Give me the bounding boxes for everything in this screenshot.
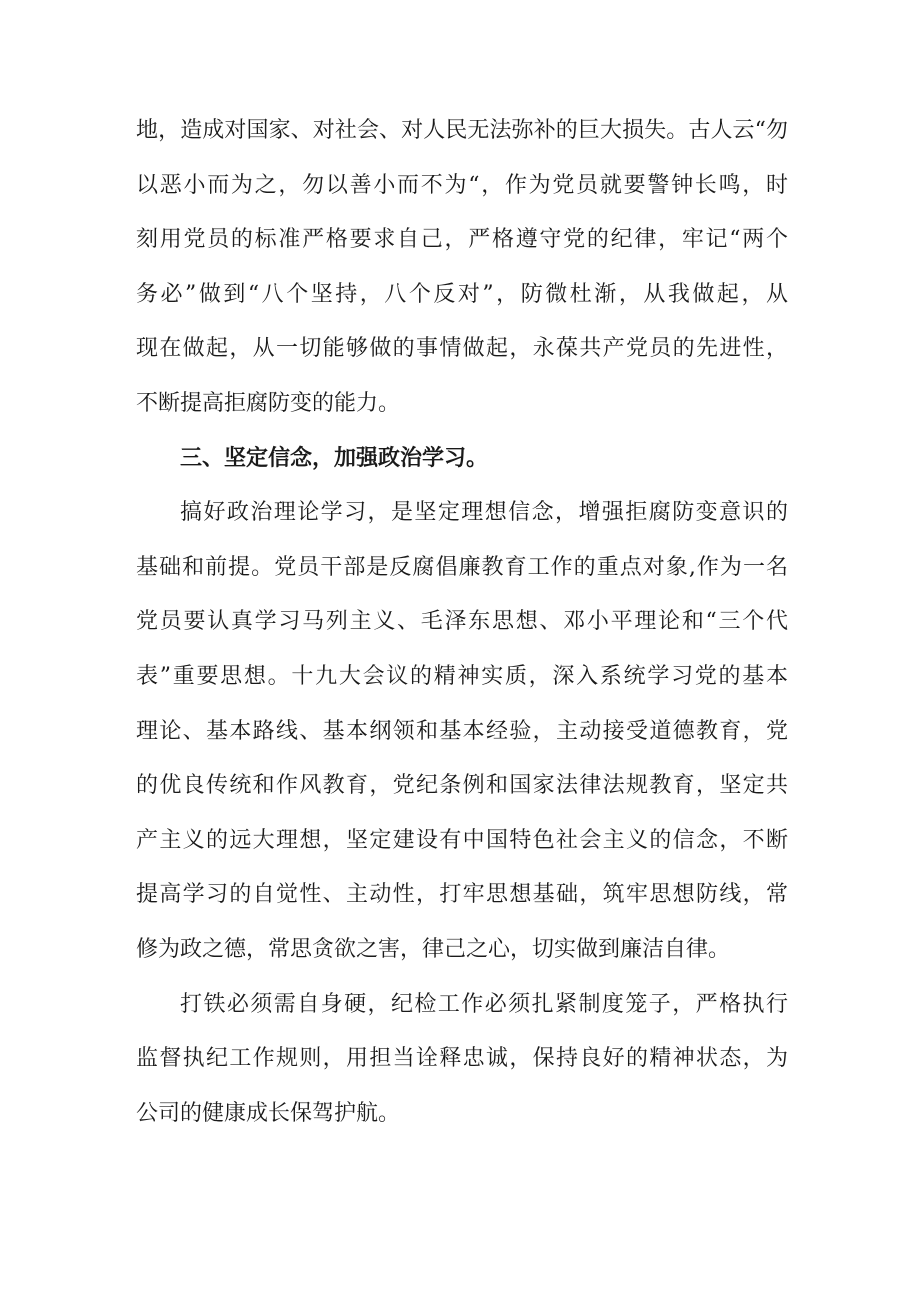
paragraph-line: 现在做起，从一切能够做的事情做起，永葆共产党员的先进性， bbox=[136, 336, 788, 362]
paragraph-continuation bbox=[136, 104, 788, 432]
paragraph-line: 产主义的远大理想，坚定建设有中国特色社会主义的信念，不断 bbox=[136, 827, 788, 853]
paragraph-line: 监督执纪工作规则，用担当诠释忠诚，保持良好的精神状态，为 bbox=[136, 1046, 788, 1072]
paragraph-line: 公司的健康成长保驾护航。 bbox=[136, 1100, 401, 1126]
paragraph-line: 提高学习的自觉性、主动性，打牢思想基础，筑牢思想防线，常 bbox=[136, 882, 788, 908]
paragraph-line: 修为政之德，常思贪欲之害，律己之心，切实做到廉洁自律。 bbox=[136, 936, 731, 962]
paragraph-line: 表”重要思想。十九大会议的精神实质，深入系统学习党的基本 bbox=[136, 663, 788, 689]
paragraph-line: 基础和前提。党员干部是反腐倡廉教育工作的重点对象,作为一名 bbox=[136, 554, 788, 580]
paragraph-line: 搞好政治理论学习，是坚定理想信念，增强拒腐防变意识的 bbox=[180, 500, 788, 526]
paragraph-line: 的优良传统和作风教育，党纪条例和国家法律法规教育，坚定共 bbox=[136, 773, 788, 799]
section-paragraph-study bbox=[136, 486, 788, 977]
paragraph-line: 刻用党员的标准严格要求自己，严格遵守党的纪律，牢记“两个 bbox=[136, 227, 788, 253]
paragraph-line: 务必”做到“八个坚持，八个反对”，防微杜渐，从我做起，从 bbox=[136, 281, 788, 307]
paragraph-line: 打铁必须需自身硬，纪检工作必须扎紧制度笼子，严格执行 bbox=[180, 991, 788, 1017]
paragraph-line: 以恶小而为之，勿以善小而不为“，作为党员就要警钟长鸣，时 bbox=[136, 172, 788, 198]
paragraph-line: 理论、基本路线、基本纲领和基本经验，主动接受道德教育，党 bbox=[136, 718, 788, 744]
paragraph-line: 党员要认真学习马列主义、毛泽东思想、邓小平理论和“三个代 bbox=[136, 609, 788, 635]
paragraph-line: 不断提高拒腐防变的能力。 bbox=[136, 390, 401, 416]
paragraph-line: 地，造成对国家、对社会、对人民无法弥补的巨大损失。古人云“勿 bbox=[136, 118, 788, 143]
document-page bbox=[136, 104, 788, 1141]
section-heading: 三、坚定信念，加强政治学习。 bbox=[180, 445, 489, 471]
section-paragraph-discipline bbox=[136, 978, 788, 1142]
